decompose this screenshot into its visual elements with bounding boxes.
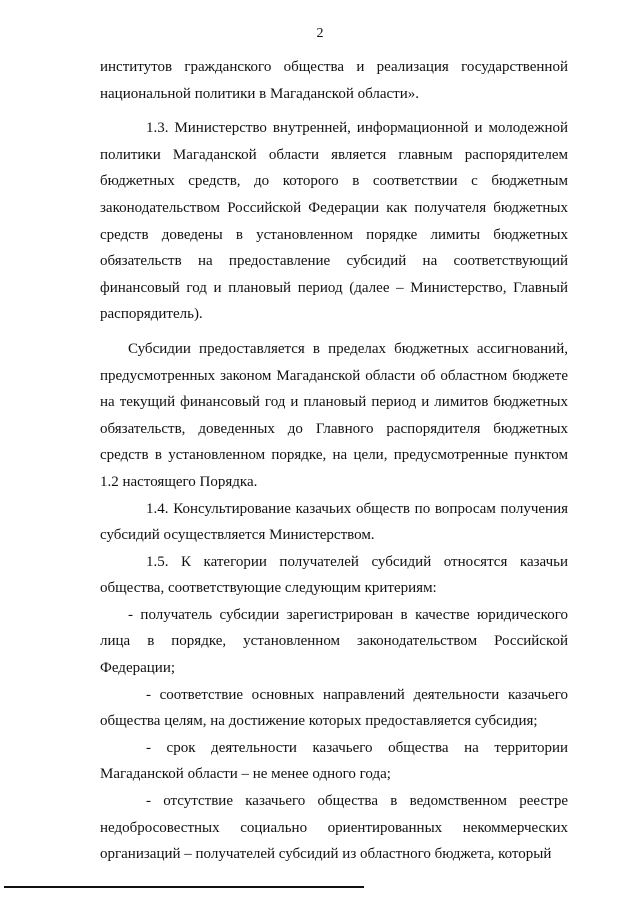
page-number: 2: [316, 26, 324, 41]
document-body: [100, 54, 568, 868]
paragraph-continuation: институтов гражданского общества и реализация государственной национальной политики в Магаданской области».: [100, 59, 568, 102]
criteria-item-registration: - получатель субсидии зарегистрирован в качестве юридического лица в порядке, установленном законодательством Российской Федерации;: [100, 606, 568, 677]
paragraph-1-3: 1.3. Министерство внутренней, информационной и молодежной политики Магаданской области является главным распорядителем бюджетных средств, до которого в соответствии с бюджетным законодательством Российской Федерации как получателя бюджетных средств доведены в установленном порядке лимиты бюджетных обязательств на предоставление субсидий на соответствующий финансовый год и плановый период (далее – Министерство, Главный распорядитель).: [100, 120, 568, 323]
paragraph-1-4: 1.4. Консультирование казачьих обществ по вопросам получения субсидий осуществляется Министерством.: [100, 500, 568, 544]
paragraph-1-5: 1.5. К категории получателей субсидий относятся казачьи общества, соответствующие следующим критериям:: [100, 553, 568, 597]
criteria-item-registry: - отсутствие казачьего общества в ведомственном реестре недобросовестных социально ориентированных некоммерческих организаций – получателей субсидий из областного бюджета, который: [100, 793, 568, 863]
criteria-item-activity: - соответствие основных направлений деятельности казачьего общества целям, на достижение которых предоставляется субсидия;: [100, 686, 568, 730]
footer-rule: [4, 886, 364, 888]
paragraph-subsidies: Субсидии предоставляется в пределах бюджетных ассигнований, предусмотренных законом Магаданской области об областном бюджете на текущий финансовый год и плановый период и лимитов бюджетных обязательств, доведенных до Главного распорядителя бюджетных средств в установленном порядке, на цели, предусмотренные пунктом 1.2 настоящего Порядка.: [100, 340, 568, 490]
criteria-item-duration: - срок деятельности казачьего общества на территории Магаданской области – не менее одного года;: [100, 739, 568, 783]
